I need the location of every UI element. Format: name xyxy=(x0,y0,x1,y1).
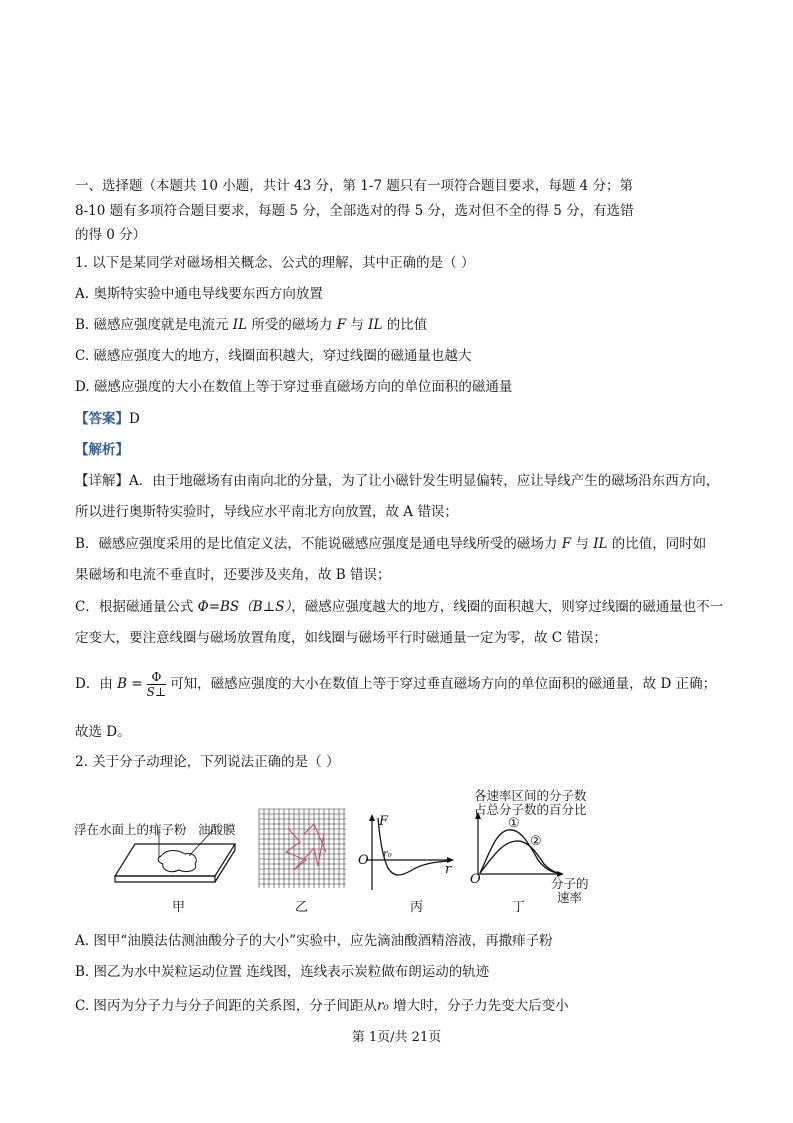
figure-bing-r0: r₀ xyxy=(383,849,392,860)
figure-ding-caption: 丁 xyxy=(512,900,526,915)
section-header-line-3: 的得 0 分） xyxy=(75,227,147,243)
section-header-line-1: 一、选择题（本题共 10 小题，共计 43 分，第 1-7 题只有一项符合题目要求，每题 4 分；第 xyxy=(75,178,634,194)
symbol-F: F xyxy=(561,536,572,552)
figure-ding-curve-1-label: ① xyxy=(508,816,520,831)
q1-explanation-a-2: 所以进行奥斯特实验时，导线应水平南北方向放置，故 A 错误； xyxy=(75,504,458,520)
q1-explanation-d xyxy=(75,668,716,700)
q2-option-c xyxy=(75,996,569,1016)
figure-yi-brownian-grid xyxy=(258,808,348,890)
q1-answer xyxy=(75,409,140,429)
formula-fraction xyxy=(147,670,167,699)
figure-bing-r: r xyxy=(445,862,452,877)
answer-tag: 【答案】 xyxy=(75,411,129,427)
figure-ding-curve-2-label: ② xyxy=(530,834,542,849)
detail-tag: 【详解】 xyxy=(75,473,129,489)
section-header-line-2: 8-10 题有多项符合题目要求，每题 5 分，全部选对的得 5 分，选对但不全的得 5 分，有选错 xyxy=(75,203,634,219)
figure-ding-xlabel-1: 分子的 xyxy=(551,876,589,891)
q1-stem: 1. 以下是某同学对磁场相关概念、公式的理解，其中正确的是（ ） xyxy=(75,255,475,271)
explanation-text: A．由于地磁场有由南向北的分量，为了让小磁针发生明显偏转，应让导线产生的磁场沿东西方向， xyxy=(129,473,720,489)
figure-jia-label-powder: 浮在水面上的痱子粉 xyxy=(74,822,187,837)
q1-option-b xyxy=(75,315,427,335)
q2-option-c-r0: r₀ xyxy=(376,998,389,1014)
q2-option-b: B. 图乙为水中炭粒运动位置 连线图，连线表示炭粒做布朗运动的轨迹 xyxy=(75,964,490,980)
q1-explanation-c-2: 定变大，要注意线圈与磁场放置角度，如线圈与磁场平行时磁通量一定为零，故 C 错误； xyxy=(75,630,607,646)
page-footer: 第 1页/共 21页 xyxy=(351,1030,442,1045)
q1-option-b-text: B. 磁感应强度就是电流元 xyxy=(75,317,233,333)
q1-option-b-IL: IL xyxy=(368,317,383,333)
figure-bing-caption: 丙 xyxy=(410,900,424,915)
q1-option-c: C. 磁感应强度大的地方，线圈面积越大，穿过线圈的磁通量也越大 xyxy=(75,348,472,364)
formula-lhs: B = xyxy=(117,676,143,692)
brownian-path xyxy=(286,824,326,870)
q1-explanation-b-1 xyxy=(75,534,706,554)
q2-option-c-text: C. 图丙为分子力与分子间距的关系图，分子间距从 xyxy=(75,998,377,1014)
explanation-text: C．根据磁通量公式 xyxy=(75,599,198,615)
q1-option-b-IL: IL xyxy=(232,317,248,333)
q1-explanation-a-1 xyxy=(75,471,719,491)
answer-value: D xyxy=(129,411,140,427)
symbol-IL: IL xyxy=(593,536,608,552)
q1-explanation-c-1 xyxy=(75,597,723,617)
flux-formula: Φ=BS（B⊥S） xyxy=(197,599,292,615)
explanation-text: 的比值，同时如 xyxy=(607,536,707,552)
fraction-numerator: Φ xyxy=(147,670,167,685)
figure-ding-O: O xyxy=(470,872,481,887)
explanation-text: D．由 xyxy=(75,676,118,692)
q1-option-b-F: F xyxy=(336,317,347,333)
figure-jia-label-film: 油酸膜 xyxy=(198,822,236,837)
q2-option-c-text: 增大时，分子力先变大后变小 xyxy=(388,998,569,1014)
q1-option-b-text: 与 xyxy=(346,317,369,333)
q1-option-b-text: 的比值 xyxy=(382,317,428,333)
fraction-denominator: S⊥ xyxy=(146,685,167,699)
explanation-text: 与 xyxy=(571,536,594,552)
figure-jia-caption: 甲 xyxy=(172,900,186,915)
q1-explanation-b-2: 果磁场和电流不垂直时，还要涉及夹角，故 B 错误； xyxy=(75,567,391,583)
q1-conclusion: 故选 D。 xyxy=(75,724,131,740)
figure-ding-ylabel-1: 各速率区间的分子数 xyxy=(474,788,587,803)
figure-yi-caption: 乙 xyxy=(295,900,309,915)
figure-ding-ylabel-2: 占总分子数的百分比 xyxy=(474,802,587,817)
figure-bing-force-distance xyxy=(356,812,456,896)
explanation-text: ，磁感应强度越大的地方，线圈的面积越大，则穿过线圈的磁通量也不一 xyxy=(291,599,724,615)
q2-option-a: A. 图甲“油膜法估测油酸分子的大小”实验中，应先滴油酸酒精溶液，再撒痱子粉 xyxy=(75,933,553,949)
explanation-text: B．磁感应强度采用的是比值定义法，不能说磁感应强度是通电导线所受的磁场力 xyxy=(75,536,562,552)
q1-option-b-text: 所受的磁场力 xyxy=(247,317,337,333)
q1-option-a: A. 奥斯特实验中通电导线要东西方向放置 xyxy=(75,286,323,302)
q1-option-d: D. 磁感应强度的大小在数值上等于穿过垂直磁场方向的单位面积的磁通量 xyxy=(75,379,513,395)
q1-analysis-tag xyxy=(75,440,129,460)
figure-bing-F: F xyxy=(379,814,389,829)
q2-stem: 2. 关于分子动理论，下列说法正确的是（ ） xyxy=(75,754,340,770)
figure-ding-xlabel-2: 速率 xyxy=(557,890,583,905)
explanation-text: 可知，磁感应强度的大小在数值上等于穿过垂直磁场方向的单位面积的磁通量，故 D 正确； xyxy=(170,676,717,692)
analysis-tag: 【解析】 xyxy=(75,442,129,458)
figure-bing-O: O xyxy=(358,853,369,868)
